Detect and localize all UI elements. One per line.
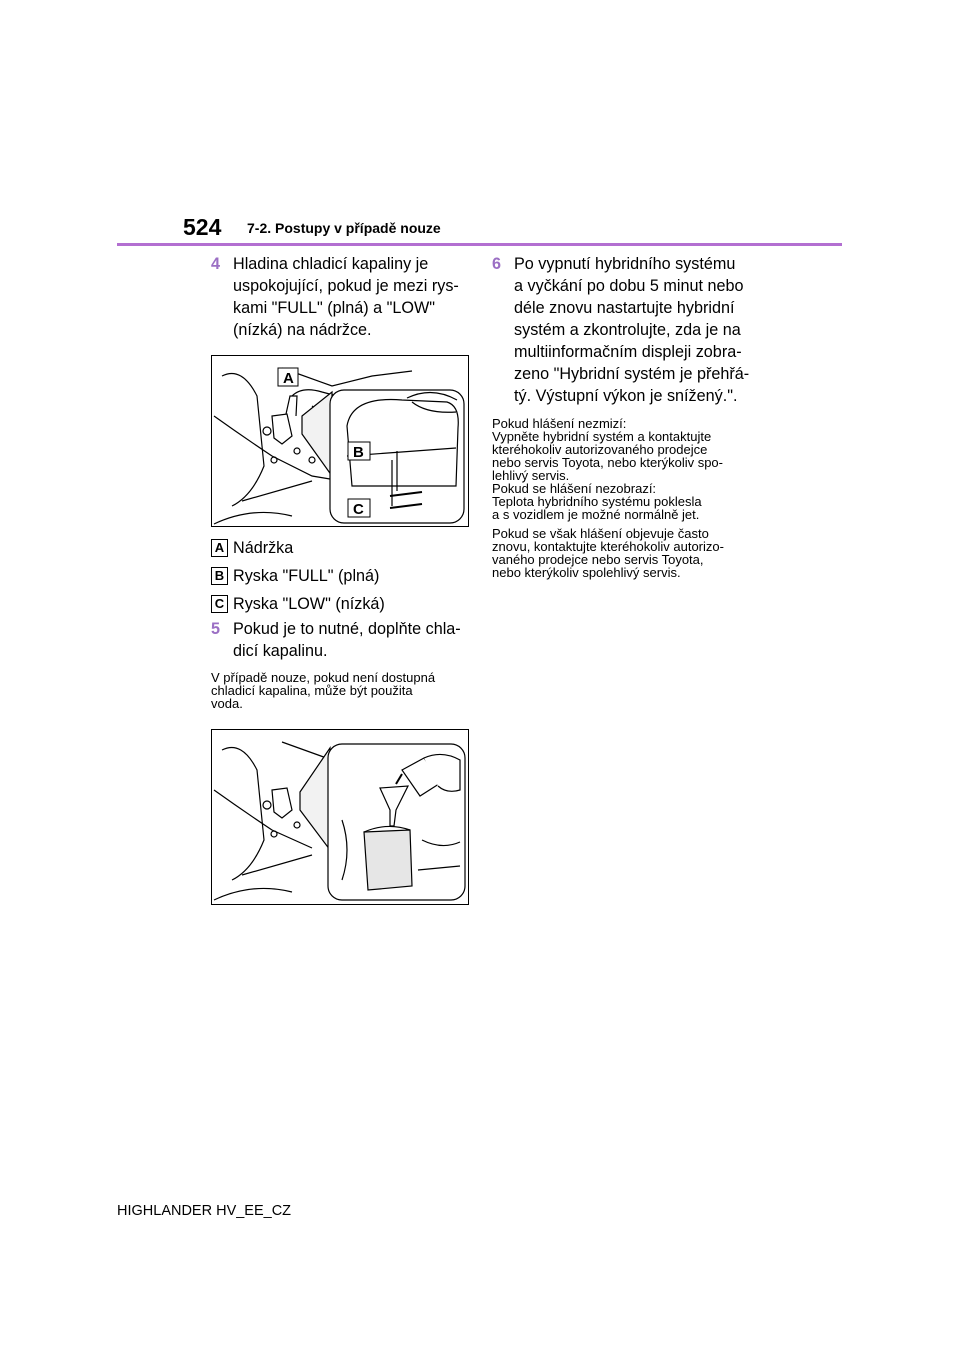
step-number: 5 [211,620,221,638]
note-line: a s vozidlem je možné normálně jet. [492,507,700,522]
note-line: Pokud se však hlášení objevuje často [492,526,709,541]
step-line: zeno "Hybridní systém je přehřá- [514,365,750,383]
step-line: systém a zkontrolujte, zda je na [514,321,741,339]
note-line: znovu, kontaktujte kteréhokoliv autorizo- [492,539,724,554]
header-divider [117,243,842,246]
step-line: kami "FULL" (plná) a "LOW" [233,299,435,317]
note-frequent-message [492,527,762,579]
step-line: a vyčkání po dobu 5 minut nebo [514,277,744,295]
step-line: (nízká) na nádržce. [233,321,372,339]
note-line: V případě nouze, pokud není dostupná [211,670,436,685]
step-5 [211,618,471,662]
callout-a: A [283,370,294,387]
step-6 [492,253,762,407]
step-number: 6 [492,255,502,273]
note-message-handling [492,417,762,521]
legend-key: A [211,539,228,557]
note-line: Vypněte hybridní systém a kontaktujte [492,429,712,444]
note-line: chladicí kapalina, může být použita [211,683,413,698]
note-line: Pokud hlášení nezmizí: [492,416,627,431]
note-line: Pokud se hlášení nezobrazí: [492,481,657,496]
legend-key: C [211,595,228,613]
right-column [492,253,762,579]
step-line: multiinformačním displeji zobra- [514,343,742,361]
step-line: Pokud je to nutné, doplňte chla- [233,620,461,638]
legend-item-b [211,567,379,585]
note-line: Teplota hybridního systému poklesla [492,494,702,509]
note-line: kteréhokoliv autorizovaného prodejce [492,442,708,457]
legend-item-a [211,539,293,557]
legend-key: B [211,567,228,585]
callout-c: C [353,501,364,518]
step-line: uspokojující, pokud je mezi rys- [233,277,459,295]
footer-model-code: HIGHLANDER HV_EE_CZ [117,1203,292,1219]
note-line: voda. [211,696,243,711]
legend-text: Ryska "FULL" (plná) [233,567,380,585]
step-line: tý. Výstupní výkon je snížený.". [514,387,738,405]
step-4 [211,253,471,341]
legend-item-c [211,595,385,613]
step-line: Po vypnutí hybridního systému [514,255,736,273]
note-line: lehlivý servis. [492,468,570,483]
note-line: nebo servis Toyota, nebo kterýkoliv spo- [492,455,723,470]
coolant-reservoir-illustration [211,355,469,527]
page-number: 524 [183,214,222,240]
note-line: nebo kterýkoliv spolehlivý servis. [492,565,681,580]
section-title: 7-2. Postupy v případě nouze [247,220,441,236]
step-line: Hladina chladicí kapaliny je [233,255,429,273]
legend-text: Ryska "LOW" (nízká) [233,595,385,613]
step-line: dicí kapalinu. [233,642,328,660]
coolant-refill-illustration [211,729,469,905]
step-line: déle znovu nastartujte hybridní [514,299,735,317]
step-number: 4 [211,255,221,273]
left-column [211,253,471,341]
note-line: vaného prodejce nebo servis Toyota, [492,552,704,567]
legend-text: Nádržka [233,539,294,557]
note-water [211,671,471,710]
callout-b: B [353,444,364,461]
step-5-block [211,618,471,710]
